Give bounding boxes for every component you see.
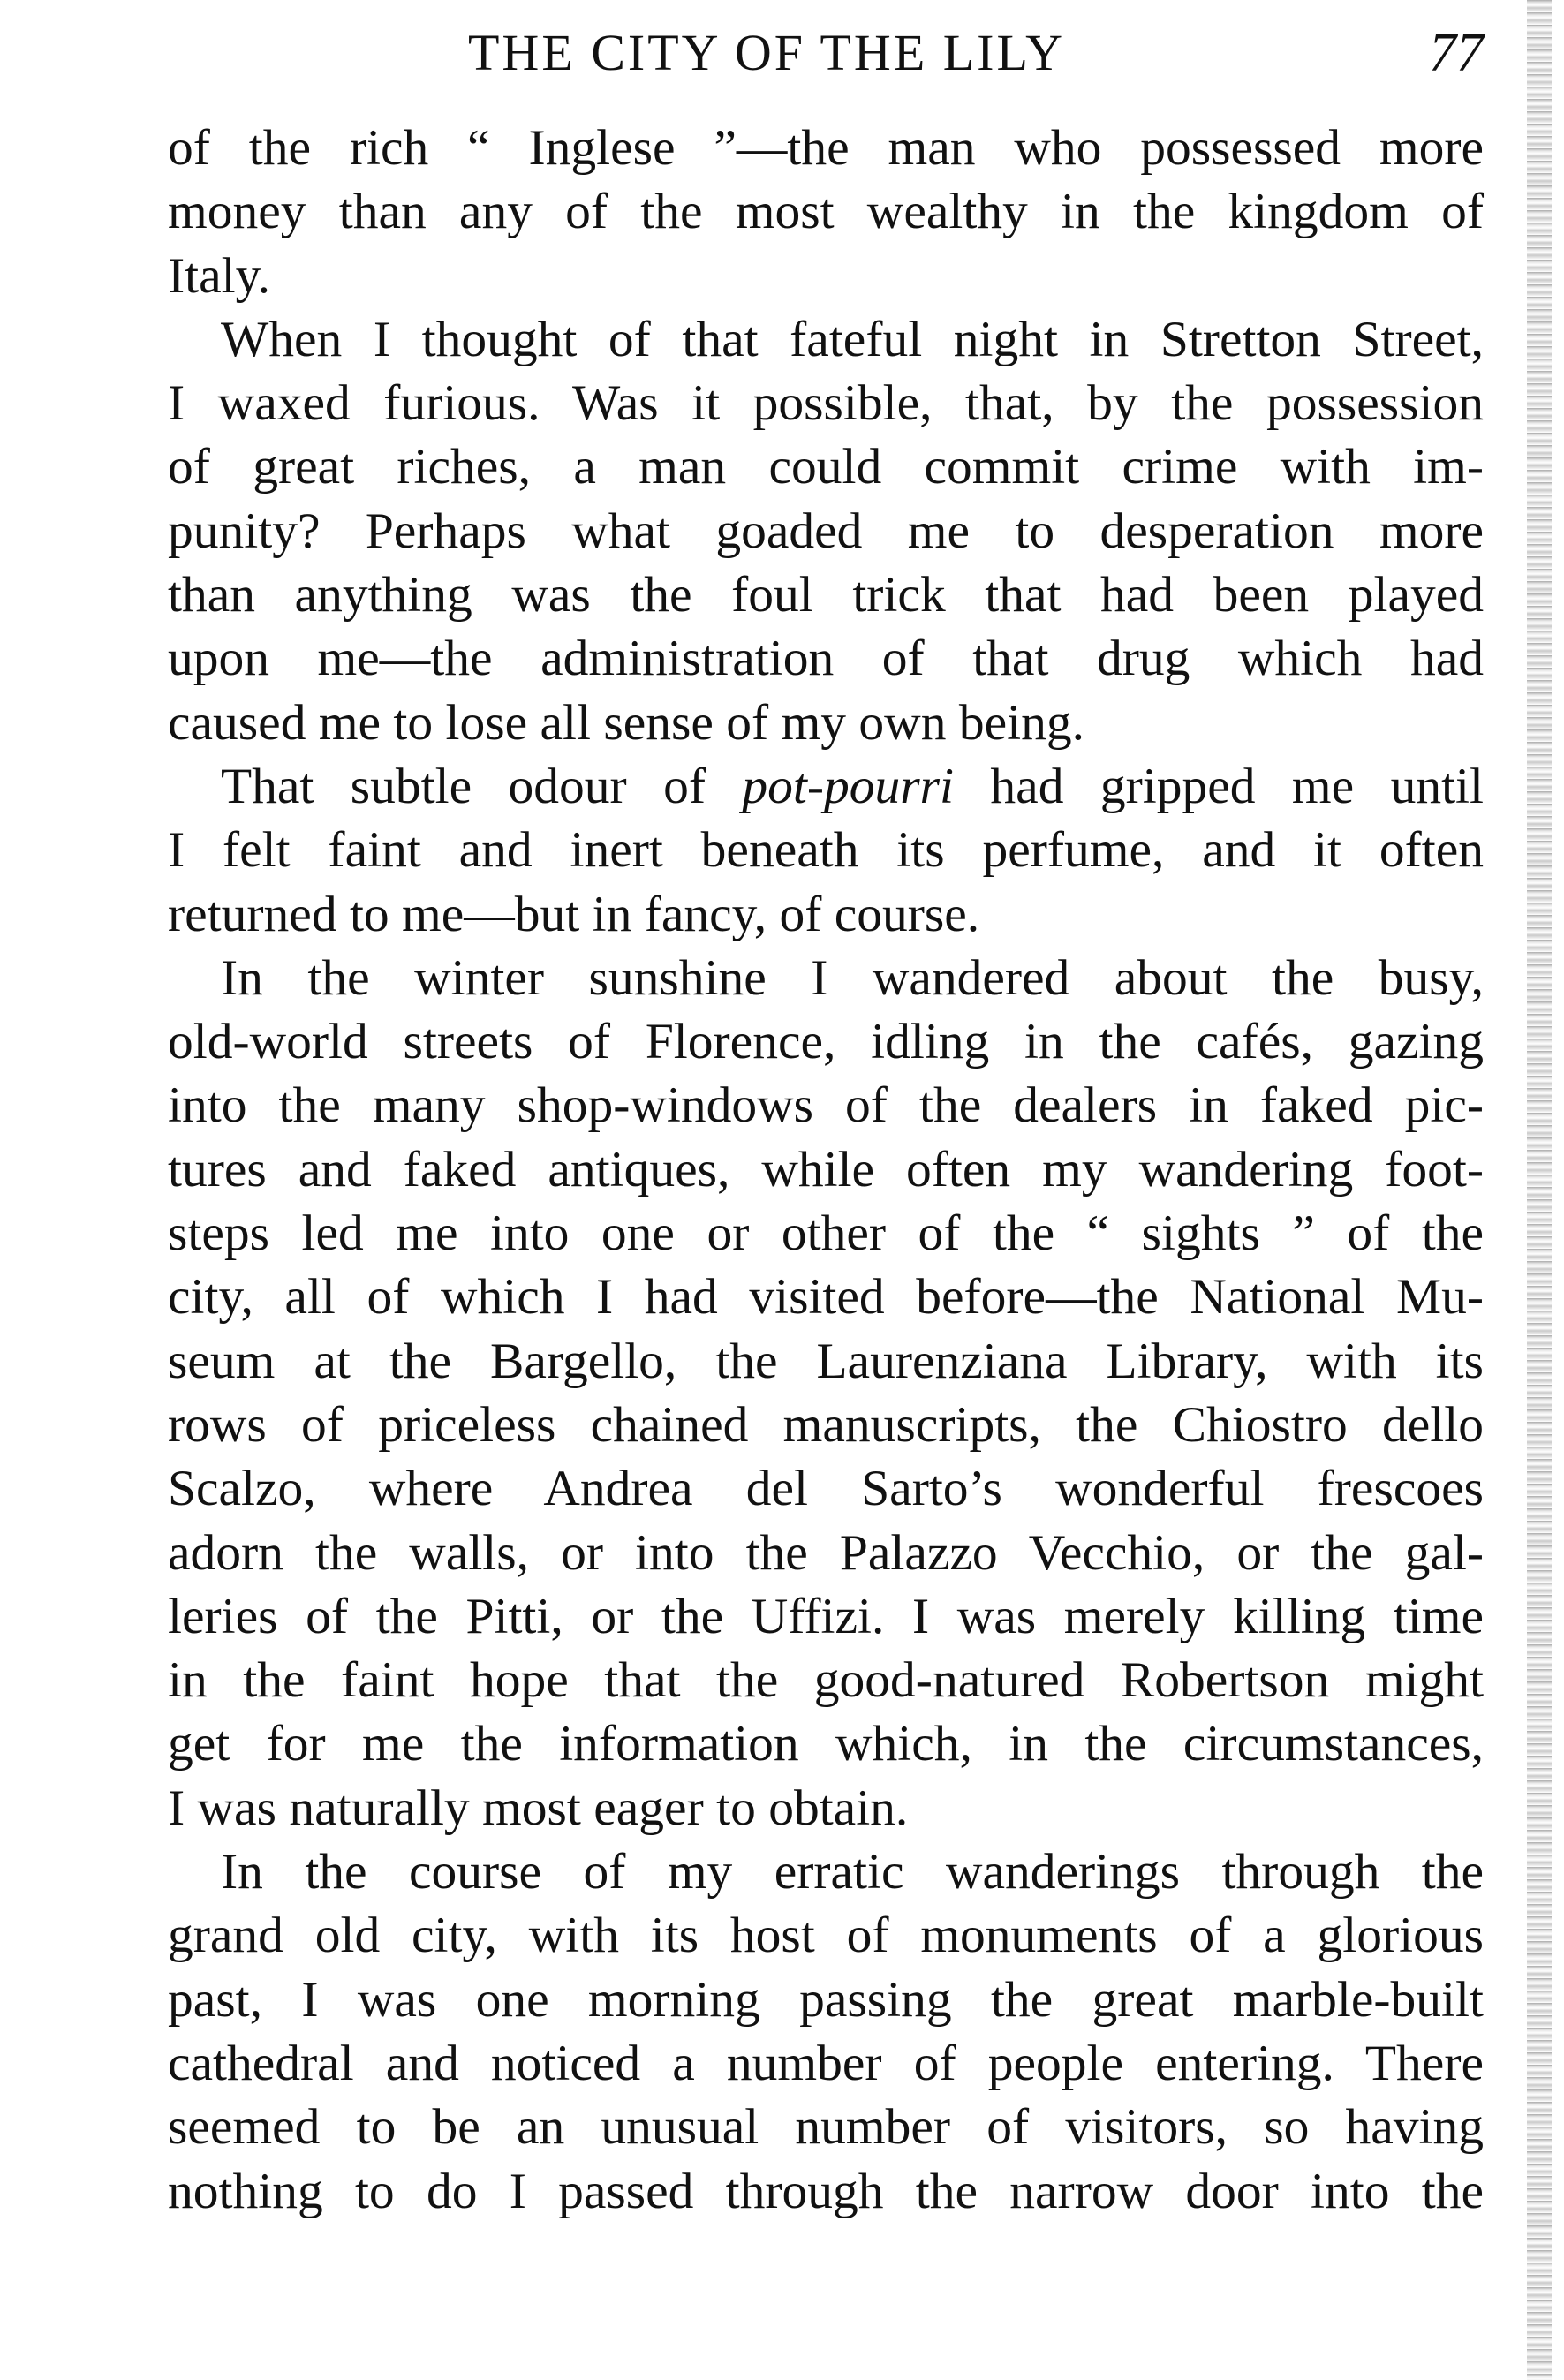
body-text — [168, 117, 1484, 2224]
text-line: returned to me—but in fancy, of course. — [168, 886, 980, 942]
text-line: seum at the Bargello, the Laurenziana Library, with its — [168, 1333, 1484, 1389]
text-line: nothing to do I passed through the narrow door into the — [168, 2163, 1484, 2219]
text-line: cathedral and noticed a number of people entering. There — [168, 2035, 1484, 2091]
text-line: city, all of which I had visited before—the National Mu- — [168, 1269, 1484, 1326]
text-line: money than any of the most wealthy in the kingdom of — [168, 184, 1484, 240]
text-line: In the winter sunshine I wandered about the busy, — [221, 949, 1484, 1006]
text-line: steps led me into one or other of the “ sights ” of the — [168, 1205, 1484, 1262]
text-line: upon me—the administration of that drug which had — [168, 631, 1484, 687]
text-line: When I thought of that fateful night in Stretton Street, — [221, 311, 1484, 367]
text-line: grand old city, with its host of monuments of a glorious — [168, 1908, 1484, 1964]
text-line: of great riches, a man could commit crime with im- — [168, 439, 1484, 495]
paragraph — [168, 755, 1484, 947]
text-line: get for me the information which, in the circumstances, — [168, 1716, 1484, 1772]
text-line: Italy. — [168, 247, 271, 304]
page-number: 77 — [1429, 23, 1484, 83]
text-line: Scalzo, where Andrea del Sarto’s wonderful frescoes — [168, 1461, 1484, 1517]
running-header — [168, 18, 1484, 88]
paragraph — [168, 117, 1484, 308]
text-line: I felt faint and inert beneath its perfume, and it often — [168, 822, 1484, 879]
text-line: In the course of my erratic wanderings through the — [221, 1844, 1484, 1900]
paragraph — [168, 947, 1484, 1840]
text-line: into the many shop-windows of the dealers in faked pic- — [168, 1077, 1484, 1134]
text-line: caused me to lose all sense of my own being. — [168, 694, 1084, 751]
text-line: past, I was one morning passing the great marble-built — [168, 1971, 1484, 2028]
paragraph — [168, 308, 1484, 755]
scan-gutter-edge — [1527, 0, 1552, 2380]
text-line: in the faint hope that the good-natured Robertson might — [168, 1652, 1484, 1709]
text-line: leries of the Pitti, or the Uffizi. I was merely killing time — [168, 1588, 1484, 1644]
text-line: of the rich “ Inglese ”—the man who possessed more — [168, 120, 1484, 176]
text-line: I waxed furious. Was it possible, that, by the possession — [168, 375, 1484, 432]
text-line: old-world streets of Florence, idling in the cafés, gazing — [168, 1014, 1484, 1070]
text-line: tures and faked antiques, while often my wandering foot- — [168, 1141, 1484, 1198]
text-line: than anything was the foul trick that had been played — [168, 567, 1484, 623]
running-title: THE CITY OF THE LILY — [468, 24, 1065, 81]
text-line: adorn the walls, or into the Palazzo Vecchio, or the gal- — [168, 1524, 1484, 1581]
text-line: punity? Perhaps what goaded me to desperation more — [168, 502, 1484, 559]
text-line: seemed to be an unusual number of visitors, so having — [168, 2099, 1484, 2156]
paragraph — [168, 1840, 1484, 2224]
text-line-with-italic: That subtle odour of pot-pourri had gripped me until — [221, 758, 1484, 814]
italic-phrase: pot-pourri — [742, 758, 955, 814]
text-line: rows of priceless chained manuscripts, the Chiostro dello — [168, 1396, 1484, 1453]
text-line: I was naturally most eager to obtain. — [168, 1779, 909, 1836]
